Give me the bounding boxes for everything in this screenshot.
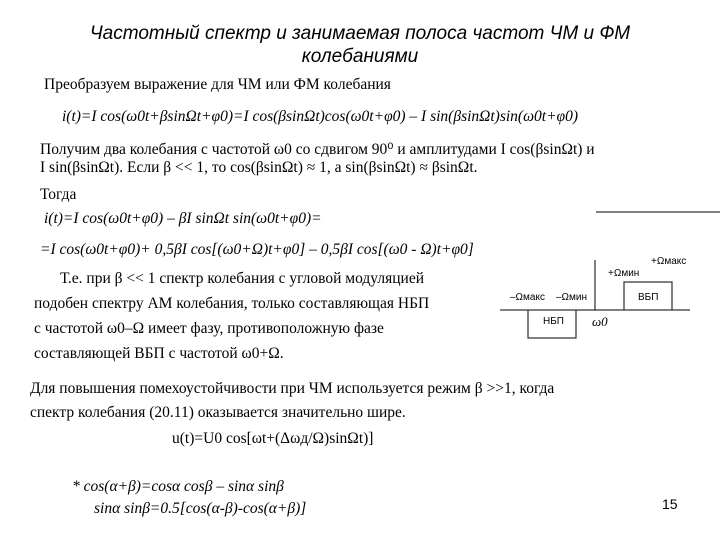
para1-line-1: Получим два колебания с частотой ω0 со сдвигом 90⁰ и амплитудами I cos(βsinΩt) и <box>40 141 595 158</box>
para2-line-1: Т.е. при β << 1 спектр колебания с угловой модуляцией <box>60 270 425 287</box>
minus-omega-max-label: –Ωмакс <box>510 292 545 303</box>
footnote-line-2: sinα sinβ=0.5[cos(α-β)-cos(α+β)] <box>94 500 307 517</box>
lower-band-label: НБП <box>543 316 564 327</box>
upper-band-label: ВБП <box>638 292 659 303</box>
equation-4: u(t)=U0 cos[ωt+(Δωд/Ω)sinΩt)] <box>172 430 374 447</box>
equation-3: =I cos(ω0t+φ0)+ 0,5βI cos[(ω0+Ω)t+φ0] – 0,5βI cos[(ω0 - Ω)t+φ0] <box>40 241 474 258</box>
para3-line-1: Для повышения помехоустойчивости при ЧМ используется режим β >>1, когда <box>30 380 555 397</box>
para2-line-2: подобен спектру АМ колебания, только составляющая НБП <box>34 295 430 312</box>
equation-1: i(t)=I cos(ω0t+βsinΩt+φ0)=I cos(βsinΩt)cos(ω0t+φ0) – I sin(βsinΩt)sin(ω0t+φ0) <box>62 108 579 125</box>
footnote-line-1: * cos(α+β)=cosα cosβ – sinα sinβ <box>72 478 284 495</box>
intro-text: Преобразуем выражение для ЧМ или ФМ колебания <box>44 76 391 93</box>
para2-line-4: составляющей ВБП с частотой ω0+Ω. <box>34 345 284 362</box>
para3-line-2: спектр колебания (20.11) оказывается значительно шире. <box>30 404 406 421</box>
equation-2: i(t)=I cos(ω0t+φ0) – βI sinΩt sin(ω0t+φ0)= <box>44 210 322 227</box>
then-label: Тогда <box>40 186 77 203</box>
plus-omega-max-label: +Ωмакс <box>651 256 687 267</box>
slide-title-line-2: колебаниями <box>301 46 419 67</box>
plus-omega-min-label: +Ωмин <box>608 268 640 279</box>
minus-omega-min-label: –Ωмин <box>556 292 588 303</box>
para2-line-3: с частотой ω0–Ω имеет фазу, противоположную фазе <box>34 320 384 337</box>
para1-line-2: I sin(βsinΩt). Если β << 1, то cos(βsinΩt) ≈ 1, а sin(βsinΩt) ≈ βsinΩt. <box>40 159 478 176</box>
page-number: 15 <box>662 496 678 512</box>
carrier-label: ω0 <box>592 314 608 329</box>
slide-title-line-1: Частотный спектр и занимаемая полоса частот ЧМ и ФМ <box>89 23 631 44</box>
